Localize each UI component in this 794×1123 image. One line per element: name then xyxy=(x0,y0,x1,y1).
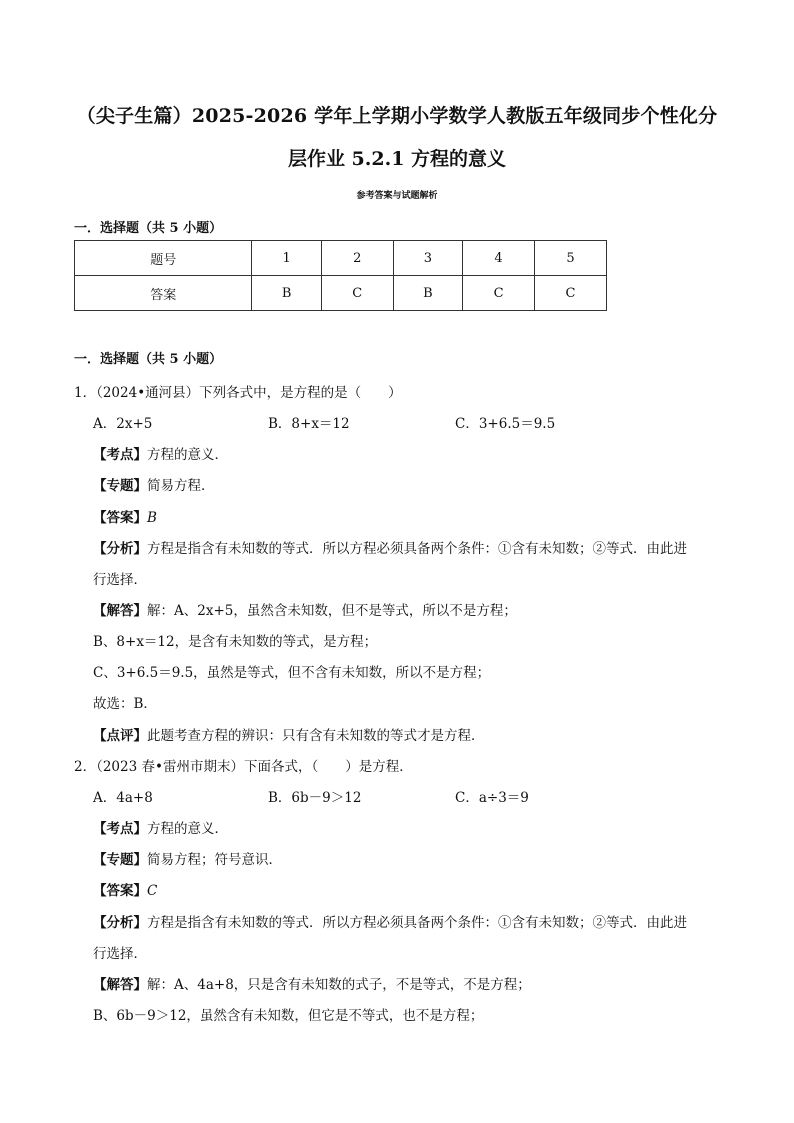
q2-zhuanti-tag: 【专题】 xyxy=(93,852,147,868)
q2-option-a: A．4a+8 xyxy=(93,790,153,806)
q2-daan-tag: 【答案】 xyxy=(93,883,147,899)
q1-dianping xyxy=(93,724,485,744)
table-cell: B xyxy=(393,276,462,311)
q2-jieda xyxy=(93,973,531,993)
q1-zhuanti-tag: 【专题】 xyxy=(93,478,147,494)
table-cell: 题号 xyxy=(75,241,252,276)
section-header-answers: 一．选择题（共 5 小题） xyxy=(74,221,223,236)
answer-table-row-numbers xyxy=(75,241,607,276)
q1-dianping-tag: 【点评】 xyxy=(93,728,147,744)
table-cell: 答案 xyxy=(75,276,252,311)
table-cell: C xyxy=(463,276,535,311)
doc-subtitle: 参考答案与试题解析 xyxy=(356,191,438,201)
answer-table xyxy=(74,240,607,311)
table-cell: 5 xyxy=(535,241,607,276)
q2-kaodian-text: 方程的意义． xyxy=(147,821,228,837)
q1-jieda-b: B、8+x＝12，是含有未知数的等式，是方程； xyxy=(93,634,378,650)
q2-option-b: B．6b－9＞12 xyxy=(268,790,362,806)
q1-option-b: B．8+x＝12 xyxy=(268,416,350,432)
q1-daan-text: B xyxy=(147,510,157,526)
answer-table-row-answers xyxy=(75,276,607,311)
q2-kaodian xyxy=(93,817,228,837)
q2-fenxi-text: 方程是指含有未知数的等式．所以方程必须具备两个条件：①含有未知数；②等式．由此进 xyxy=(147,915,687,931)
q2-kaodian-tag: 【考点】 xyxy=(93,821,147,837)
q1-jieda-text: 解：A、2x+5，虽然含未知数，但不是等式，所以不是方程； xyxy=(147,603,517,619)
table-cell: 2 xyxy=(321,241,393,276)
q1-daan-tag: 【答案】 xyxy=(93,510,147,526)
q2-fenxi-cont: 行选择． xyxy=(93,946,147,962)
q1-fenxi-cont: 行选择． xyxy=(93,572,147,588)
q2-daan xyxy=(93,879,157,899)
q1-jieda-c: C、3+6.5＝9.5，虽然是等式，但不含有未知数，所以不是方程； xyxy=(93,665,491,681)
table-cell: C xyxy=(321,276,393,311)
q1-kaodian-text: 方程的意义． xyxy=(147,447,228,463)
q1-option-c: C．3+6.5＝9.5 xyxy=(455,416,556,432)
q2-option-c: C．a÷3＝9 xyxy=(455,790,529,806)
q1-dianping-text: 此题考查方程的辨识：只有含有未知数的等式才是方程． xyxy=(147,728,485,744)
q2-zhuanti-text: 简易方程；符号意识． xyxy=(147,852,282,868)
q2-fenxi xyxy=(93,911,687,931)
q1-jieda-choice: 故选：B． xyxy=(93,696,157,712)
doc-title-line2: 层作业 5.2.1 方程的意义 xyxy=(287,148,507,170)
q1-stem: 1．（2024•通河县）下列各式中，是方程的是（ ） xyxy=(74,385,402,401)
q1-kaodian xyxy=(93,443,228,463)
doc-title-line1: （尖子生篇）2025-2026 学年上学期小学数学人教版五年级同步个性化分 xyxy=(76,105,718,127)
q2-stem: 2．（2023 春•雷州市期末）下面各式，（ ）是方程． xyxy=(74,759,413,775)
q1-kaodian-tag: 【考点】 xyxy=(93,447,147,463)
q1-option-a: A．2x+5 xyxy=(93,416,153,432)
q2-zhuanti xyxy=(93,848,282,868)
q1-fenxi-text: 方程是指含有未知数的等式．所以方程必须具备两个条件：①含有未知数；②等式．由此进 xyxy=(147,541,687,557)
section-header-questions: 一．选择题（共 5 小题） xyxy=(74,352,223,367)
q1-jieda-tag: 【解答】 xyxy=(93,603,147,619)
table-cell: 3 xyxy=(393,241,462,276)
q1-zhuanti xyxy=(93,474,215,494)
q2-jieda-text: 解：A、4a+8，只是含有未知数的式子，不是等式，不是方程； xyxy=(147,977,531,993)
q1-zhuanti-text: 简易方程． xyxy=(147,478,215,494)
q2-jieda-tag: 【解答】 xyxy=(93,977,147,993)
q2-fenxi-tag: 【分析】 xyxy=(93,915,147,931)
table-cell: 1 xyxy=(252,241,321,276)
q1-fenxi xyxy=(93,537,687,557)
table-cell: 4 xyxy=(463,241,535,276)
q1-daan xyxy=(93,506,157,526)
table-cell: C xyxy=(535,276,607,311)
q2-daan-text: C xyxy=(147,883,158,899)
table-cell: B xyxy=(252,276,321,311)
q1-fenxi-tag: 【分析】 xyxy=(93,541,147,557)
q2-jieda-b: B、6b－9＞12，虽然含有未知数，但它是不等式，也不是方程； xyxy=(93,1008,484,1024)
q1-jieda xyxy=(93,599,517,619)
